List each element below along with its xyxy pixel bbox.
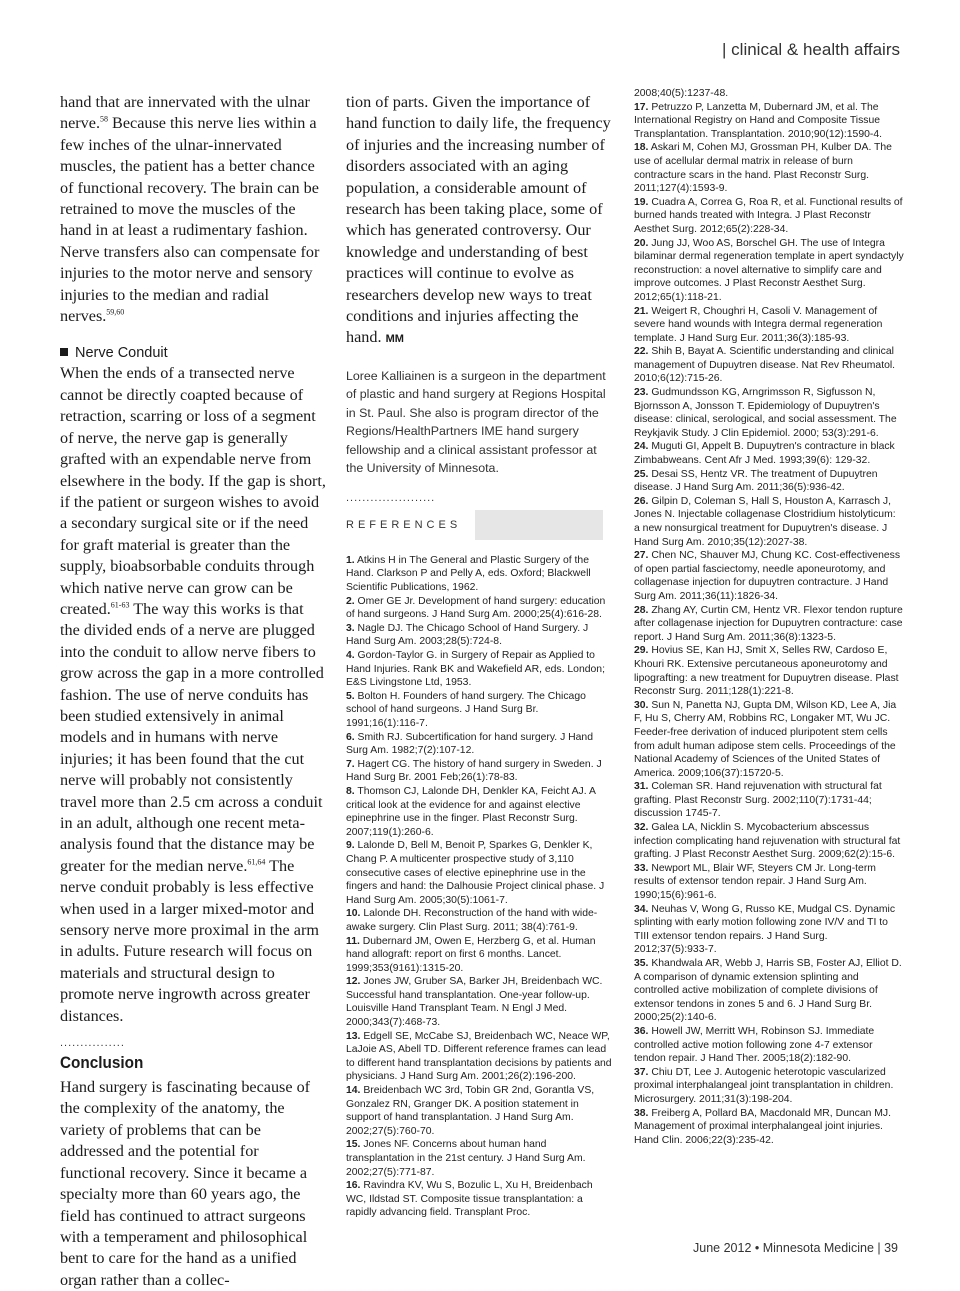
reference-text: Weigert R, Choughri H, Casoli V. Management of severe hand wounds with Integra dermal regeneration template. J Hand Surg Eur. 2011;36(3):185-93. [634, 305, 883, 344]
reference-text: Khandwala AR, Webb J, Harris SB, Foster AJ, Elliot D. A comparison of dynamic extension splinting and controlled active mobilization of complete divisions of extensor tendons in zones 5 and 6. J Hand Surg Br. 2000;25(2):140-6. [634, 958, 902, 1024]
reference-number: 16. [346, 1180, 361, 1192]
reference-text: Petruzzo P, Lanzetta M, Dubernard JM, et al. The International Registry on Hand and Composite Tissue Transplantation. Transplantation. 2010;90(12):1590-4. [634, 101, 882, 140]
reference-text: Freiberg A, Pollard BA, Macdonald MR, Duncan MJ. Management of proximal interphalangeal joint injuries. Hand Clin. 2006;22(3):235-42. [634, 1107, 892, 1146]
reference-text: Desai SS, Hentz VR. The treatment of Dupuytren disease. J Hand Surg Am. 2011;36(5):936-42. [634, 468, 878, 494]
square-bullet-icon [60, 348, 68, 356]
reference-item [634, 903, 904, 957]
reference-text: Gilpin D, Coleman S, Hall S, Houston A, Karrasch J, Jones N. Injectable collagenase Clostridium histolyticum: a new nonsurgical treatment for Dupuytren's disease. J Hand Surg Am. 2010;35(12):2027-38. [634, 495, 896, 548]
page-footer: June 2012 • Minnesota Medicine | 39 [693, 1241, 898, 1255]
reference-item [346, 975, 614, 1029]
paragraph: When the ends of a transected nerve cannot be directly coapted because of retraction, scarring or loss of a segment of nerve, the nerve gap is generally grafted with an expendable nerve from elsewhere in the body. If the gap is short, if the patient or surgeon wishes to avoid a secondary surgical site or if the need for graft material is greater than the supply, bioabsorbable conduits through which native nerve can grow can be created.$^{61-63}$ The way this works is that the divided ends of a nerve are plugged into the conduit to allow nerve fibers to grow across the gap in a more controlled fashion. The use of nerve conduits has been studied extensively in animal models and in humans with nerve injuries; it has been found that the cut nerve will probably not consistently travel more than 2.5 cm across a conduit in an adult, although one recent meta-analysis found that the distance may be greater for the median nerve.$^{61,64}$ The nerve conduit probably is less effective when used in a larger mixed-motor and sensory nerve more proximal in the arm in adults. Future research will focus on materials and structural design to promote nerve ingrowth across greater distances. [60, 364, 326, 1025]
reference-item [634, 699, 904, 781]
reference-item [346, 1138, 614, 1179]
reference-item [634, 821, 904, 862]
reference-item [346, 758, 614, 785]
reference-item [346, 1084, 614, 1138]
citation-superscript: 61-63 [110, 600, 130, 610]
reference-number: 17. [634, 101, 649, 113]
reference-number: 18. [634, 142, 649, 154]
reference-number: 36. [634, 1025, 649, 1037]
body-text [60, 1077, 326, 1291]
reference-item [346, 839, 614, 907]
reference-number: 12. [346, 976, 361, 988]
reference-item [346, 622, 614, 649]
paragraph: Hand surgery is fascinating because of the complexity of the anatomy, the variety of problems that can be addressed and the potential for functional recovery. Since it became a specialty more than 60 years ago, the field has continued to attract surgeons with a temperament and philosophical bent to care for the hand as a unified organ rather than a collec- [60, 1078, 311, 1289]
citation-superscript: 61,64 [247, 857, 266, 867]
reference-item [634, 305, 904, 346]
citation-superscript: 59,60 [106, 307, 125, 317]
citation-superscript: 58 [100, 115, 108, 125]
reference-item [634, 87, 904, 101]
reference-item [346, 935, 614, 976]
reference-text: Bolton H. Founders of hand surgery. The Chicago school of hand surgeons. J Hand Surg Br. 1991;16(1):116-7. [346, 690, 586, 729]
reference-number: 9. [346, 840, 355, 852]
dotted-separator: ................ [60, 1037, 125, 1050]
reference-number: 20. [634, 237, 649, 249]
reference-text: Thomson CJ, Lalonde DH, Denkler KA, Feicht AJ. A critical look at the evidence for and against elective epinephrine use in the finger. Plast Reconstr Surg. 2007;119(1):260-6. [346, 785, 596, 838]
reference-item [634, 345, 904, 386]
reference-number: 3. [346, 622, 355, 634]
reference-number: 15. [346, 1139, 361, 1151]
reference-number: 14. [346, 1085, 361, 1097]
reference-text: Hagert CG. The history of hand surgery in Sweden. J Hand Surg Br. 2001 Feb;26(1):78-83. [346, 758, 602, 784]
reference-number: 13. [346, 1030, 361, 1042]
reference-number: 6. [346, 731, 355, 743]
body-text [346, 92, 614, 351]
reference-item [634, 604, 904, 645]
reference-item [346, 649, 614, 690]
nerve-conduit-heading: Nerve Conduit [60, 345, 326, 361]
reference-text: Omer GE Jr. Development of hand surgery: education of hand surgeons. J Hand Surg Am. 2000;25(4):616-28. [346, 595, 606, 621]
reference-number: 34. [634, 903, 649, 915]
reference-number: 5. [346, 690, 355, 702]
reference-number: 35. [634, 958, 649, 969]
reference-item [346, 1030, 614, 1084]
reference-text: Chen NC, Shauver MJ, Chung KC. Cost-effectiveness of open partial fasciectomy, needle aponeurotomy, and collagenase injection for dupuytren contracture. J Hand Surg Am. 2011;36(11):1826-34. [634, 550, 901, 602]
decorative-gray-bar [475, 510, 603, 540]
body-text [60, 363, 326, 1027]
reference-number: 4. [346, 650, 355, 662]
reference-number: 2. [346, 595, 355, 607]
reference-number: 27. [634, 550, 649, 562]
paragraph: hand that are innervated with the ulnar nerve.$^{58}$ Because this nerve lies within a few inches of the ulnar-innervated muscles, the patient has a better chance of functional recovery. The brain can be retrained to move the muscles of the hand in at least a rudimentary fashion. Nerve transfers also can compensate for injuries to the motor nerve and sensory injuries to the median and radial nerves.$^{59,60}$ [60, 93, 320, 326]
section-header: | clinical & health affairs [722, 40, 900, 59]
reference-number: 26. [634, 495, 649, 507]
reference-number: 8. [346, 785, 355, 797]
column-3 [634, 87, 904, 1147]
author-bio: Loree Kalliainen is a surgeon in the department of plastic and hand surgery at Regions Hospital in St. Paul. She also is program director of the Regions/HealthPartners IME hand surgery fellowship and a clinical assistant professor at the University of Minnesota. [346, 368, 606, 476]
reference-text: Gudmundsson KG, Arngrimsson R, Sigfusson N, Bjornsson A, Jonsson T. Epidemiology of Dupuytren's disease: clinical, serological, and social assessment. The Reykjavik Study. J Clin Epidemiol. 2000; 53(3):291-6. [634, 387, 897, 439]
reference-item [634, 957, 904, 1025]
reference-text: Nagle DJ. The Chicago School of Hand Surgery. J Hand Surg Am. 2003;28(5):724-8. [346, 622, 589, 648]
reference-item [346, 731, 614, 758]
reference-number: 28. [634, 604, 649, 616]
reference-item [634, 495, 904, 549]
reference-item [634, 644, 904, 698]
conclusion-heading: Conclusion [60, 1053, 144, 1073]
reference-number: 11. [346, 935, 360, 947]
reference-text: Jones JW, Gruber SA, Barker JH, Breidenbach WC. Successful hand transplantation. One-year follow-up. Louisville Hand Transplant Team. N Engl J Med. 2000;343(7):468-73. [346, 976, 603, 1029]
reference-text: Askari M, Cohen MJ, Grossman PH, Kulber DA. The use of acellular dermal matrix in release of burn contracture scars in the hand. Plast Reconstr Surg. 2011;127(4):1593-9. [634, 142, 892, 195]
dotted-separator: ...................... [346, 491, 436, 504]
reference-text: Atkins H in The General and Plastic Surgery of the Hand. Clarkson P and Pelly A, eds. Oxford; Blackwell Scientific Publications, 1962. [346, 554, 591, 594]
reference-number: 22. [634, 346, 649, 358]
reference-item [634, 862, 904, 903]
reference-text: Sun N, Panetta NJ, Gupta DM, Wilson KD, Lee A, Jia F, Hu S, Cherry AM, Robbins RC, Longaker MT, Wu JC. Feeder-free derivation of induced pluripotent stem cells from adult human adipose stem cells. Proceedings of the National Academy of Sciences of the United States of America. 2009;106(37):15720-5. [634, 699, 897, 779]
reference-text: Hovius SE, Kan HJ, Smit X, Selles RW, Cardoso E, Khouri RK. Extensive percutaneous aponeurotomy and lipografting: a new treatment for Dupuytren disease. Plast Reconstr Surg. 2011;128(1):221-8. [634, 645, 899, 698]
body-text [60, 92, 326, 327]
reference-item [634, 386, 904, 440]
reference-item [634, 1107, 904, 1148]
reference-item [634, 196, 904, 237]
reference-number: 19. [634, 196, 649, 208]
reference-text: Edgell SE, McCabe SJ, Breidenbach WC, Neace WP, LaJoie AS, Abell TD. Different reference frames can lead to different hand transplantation decisions by patients and physicians. J Hand Surg Am. 2001;26(2):196-200. [346, 1030, 612, 1083]
reference-item [346, 785, 614, 839]
references-list [634, 87, 904, 1147]
reference-text: Coleman SR. Hand rejuvenation with structural fat grafting. Plast Reconstr Surg. 2002;110(7):1731-44; discussion 1745-7. [634, 781, 882, 820]
reference-item [634, 1066, 904, 1107]
paragraph: tion of parts. Given the importance of hand function to daily life, the frequency of injuries and the increasing number of disorders associated with an aging population, a considerable amount of research has been taking place, some of which has generated controversy. Our knowledge and understanding of best practices will continue to evolve as researchers develop new ways to treat conditions and injuries affecting the hand. MM [346, 93, 611, 347]
column-2 [346, 92, 614, 1220]
reference-number: 24. [634, 441, 649, 453]
reference-text: Shih B, Bayat A. Scientific understanding and clinical management of Dupuytren disease. Nat Rev Rheumatol. 2010;6(12):715-26. [634, 346, 896, 385]
references-heading: REFERENCES [346, 510, 614, 540]
reference-text: Ravindra KV, Wu S, Bozulic L, Xu H, Breidenbach WC, Ildstad ST. Composite tissue transplantation: a rapidly advancing field. Transplant Proc. [346, 1180, 593, 1219]
reference-number: 10. [346, 908, 361, 920]
reference-number: 31. [634, 781, 649, 793]
reference-item [634, 440, 904, 467]
column-1 [60, 92, 326, 1291]
reference-text: Jung JJ, Woo AS, Borschel GH. The use of Integra bilaminar dermal regeneration template in apert syndactyly reconstruction: a novel alternative to simplify care and improve outcomes. J Plast Reconstr Aesthet Surg. 2012;65(1):118-21. [634, 237, 904, 303]
reference-number: 38. [634, 1107, 649, 1119]
reference-item [346, 690, 614, 731]
reference-item [346, 554, 614, 595]
reference-text: Howell JW, Merritt WH, Robinson SJ. Immediate controlled active motion following zone 4-7 extensor tendon repair. J Hand Ther. 2005;18(2):182-90. [634, 1025, 875, 1065]
reference-text: Gordon-Taylor G. in Surgery of Repair as Applied to Hand Injuries. Rank BK and Wakefield AR, eds. London; E&S Livingstone Ltd, 1953. [346, 650, 605, 689]
reference-text: Breidenbach WC 3rd, Tobin GR 2nd, Gorantla VS, Gonzalez RN, Granger DK. A position statement in support of hand transplantation. J Hand Surg Am. 2002;27(5):760-70. [346, 1085, 595, 1137]
reference-number: 23. [634, 387, 649, 399]
reference-item [634, 101, 904, 142]
end-mark: MM [385, 333, 404, 346]
reference-item [634, 549, 904, 603]
reference-text: Dubernard JM, Owen E, Herzberg G, et al. Human hand allograft: report on first 6 months. Lancet. 1999;353(9161):1315-20. [346, 935, 596, 974]
reference-text: Muguti GI, Appelt B. Dupuytren's contracture in black Zimbabweans. Cent Afr J Med. 1993;39(6): 129-32. [634, 441, 895, 467]
reference-number: 29. [634, 645, 649, 657]
references-list [346, 554, 614, 1220]
reference-text: Newport ML, Blair WF, Steyers CM Jr. Long-term results of extensor tendon repair. J Hand Surg Am. 1990;15(6):961-6. [634, 862, 876, 902]
reference-item [634, 468, 904, 495]
reference-number: 37. [634, 1066, 649, 1078]
reference-text: Lalonde D, Bell M, Benoit P, Sparkes G, Denkler K, Chang P. A multicenter prospective study of 3,110 consecutive cases of elective epinephrine use in the fingers and hand: the Dalhousie Project clinical phase. J Hand Surg Am. 2005;30(5):1061-7. [346, 840, 605, 906]
reference-number: 30. [634, 699, 649, 711]
reference-item [346, 1179, 614, 1220]
reference-text: Neuhas V, Wong G, Russo KE, Mudgal CS. Dynamic splinting with early motion following zone IV/V and TI to TIII extensor tendon repairs. J Hand Surg. 2012;37(5):933-7. [634, 903, 896, 956]
reference-item [634, 1025, 904, 1066]
reference-text: Smith RJ. Subcertification for hand surgery. J Hand Surg Am. 1982;7(2):107-12. [346, 731, 593, 757]
reference-number: 32. [634, 822, 649, 834]
reference-text: Chiu DT, Lee J. Autogenic heterotopic vascularized proximal interphalangeal joint transplantation in children. Microsurgery. 2011;31(3):198-204. [634, 1066, 894, 1105]
reference-text: Cuadra A, Correa G, Roa R, et al. Functional results of burned hands treated with Integra. J Plast Reconstr Aesthet Surg. 2012;65(2):228-34. [634, 196, 903, 235]
reference-number: 21. [634, 305, 649, 317]
reference-text: 2008;40(5):1237-48. [634, 88, 729, 99]
reference-item [634, 237, 904, 305]
reference-item [346, 907, 614, 934]
reference-item [634, 780, 904, 821]
reference-number: 25. [634, 468, 649, 480]
reference-item [634, 141, 904, 195]
reference-item [346, 595, 614, 622]
reference-text: Galea LA, Nicklin S. Mycobacterium abscessus infection complicating hand rejuvenation with structural fat grafting. J Plast Reconstr Aesthet Surg. 2009;62(2):15-6. [634, 822, 901, 861]
reference-text: Lalonde DH. Reconstruction of the hand with wide-awake surgery. Clin Plast Surg. 2011; 38(4):761-9. [346, 908, 598, 933]
reference-number: 1. [346, 554, 355, 566]
reference-number: 7. [346, 758, 355, 770]
reference-text: Zhang AY, Curtin CM, Hentz VR. Flexor tendon rupture after collagenase injection for Dupuytren contracture: case report. J Hand Surg Am. 2011;36(8):1323-5. [634, 604, 903, 643]
reference-text: Jones NF. Concerns about human hand transplantation in the 21st century. J Hand Surg Am. 2002;27(5):771-87. [346, 1139, 586, 1178]
reference-number: 33. [634, 862, 649, 874]
